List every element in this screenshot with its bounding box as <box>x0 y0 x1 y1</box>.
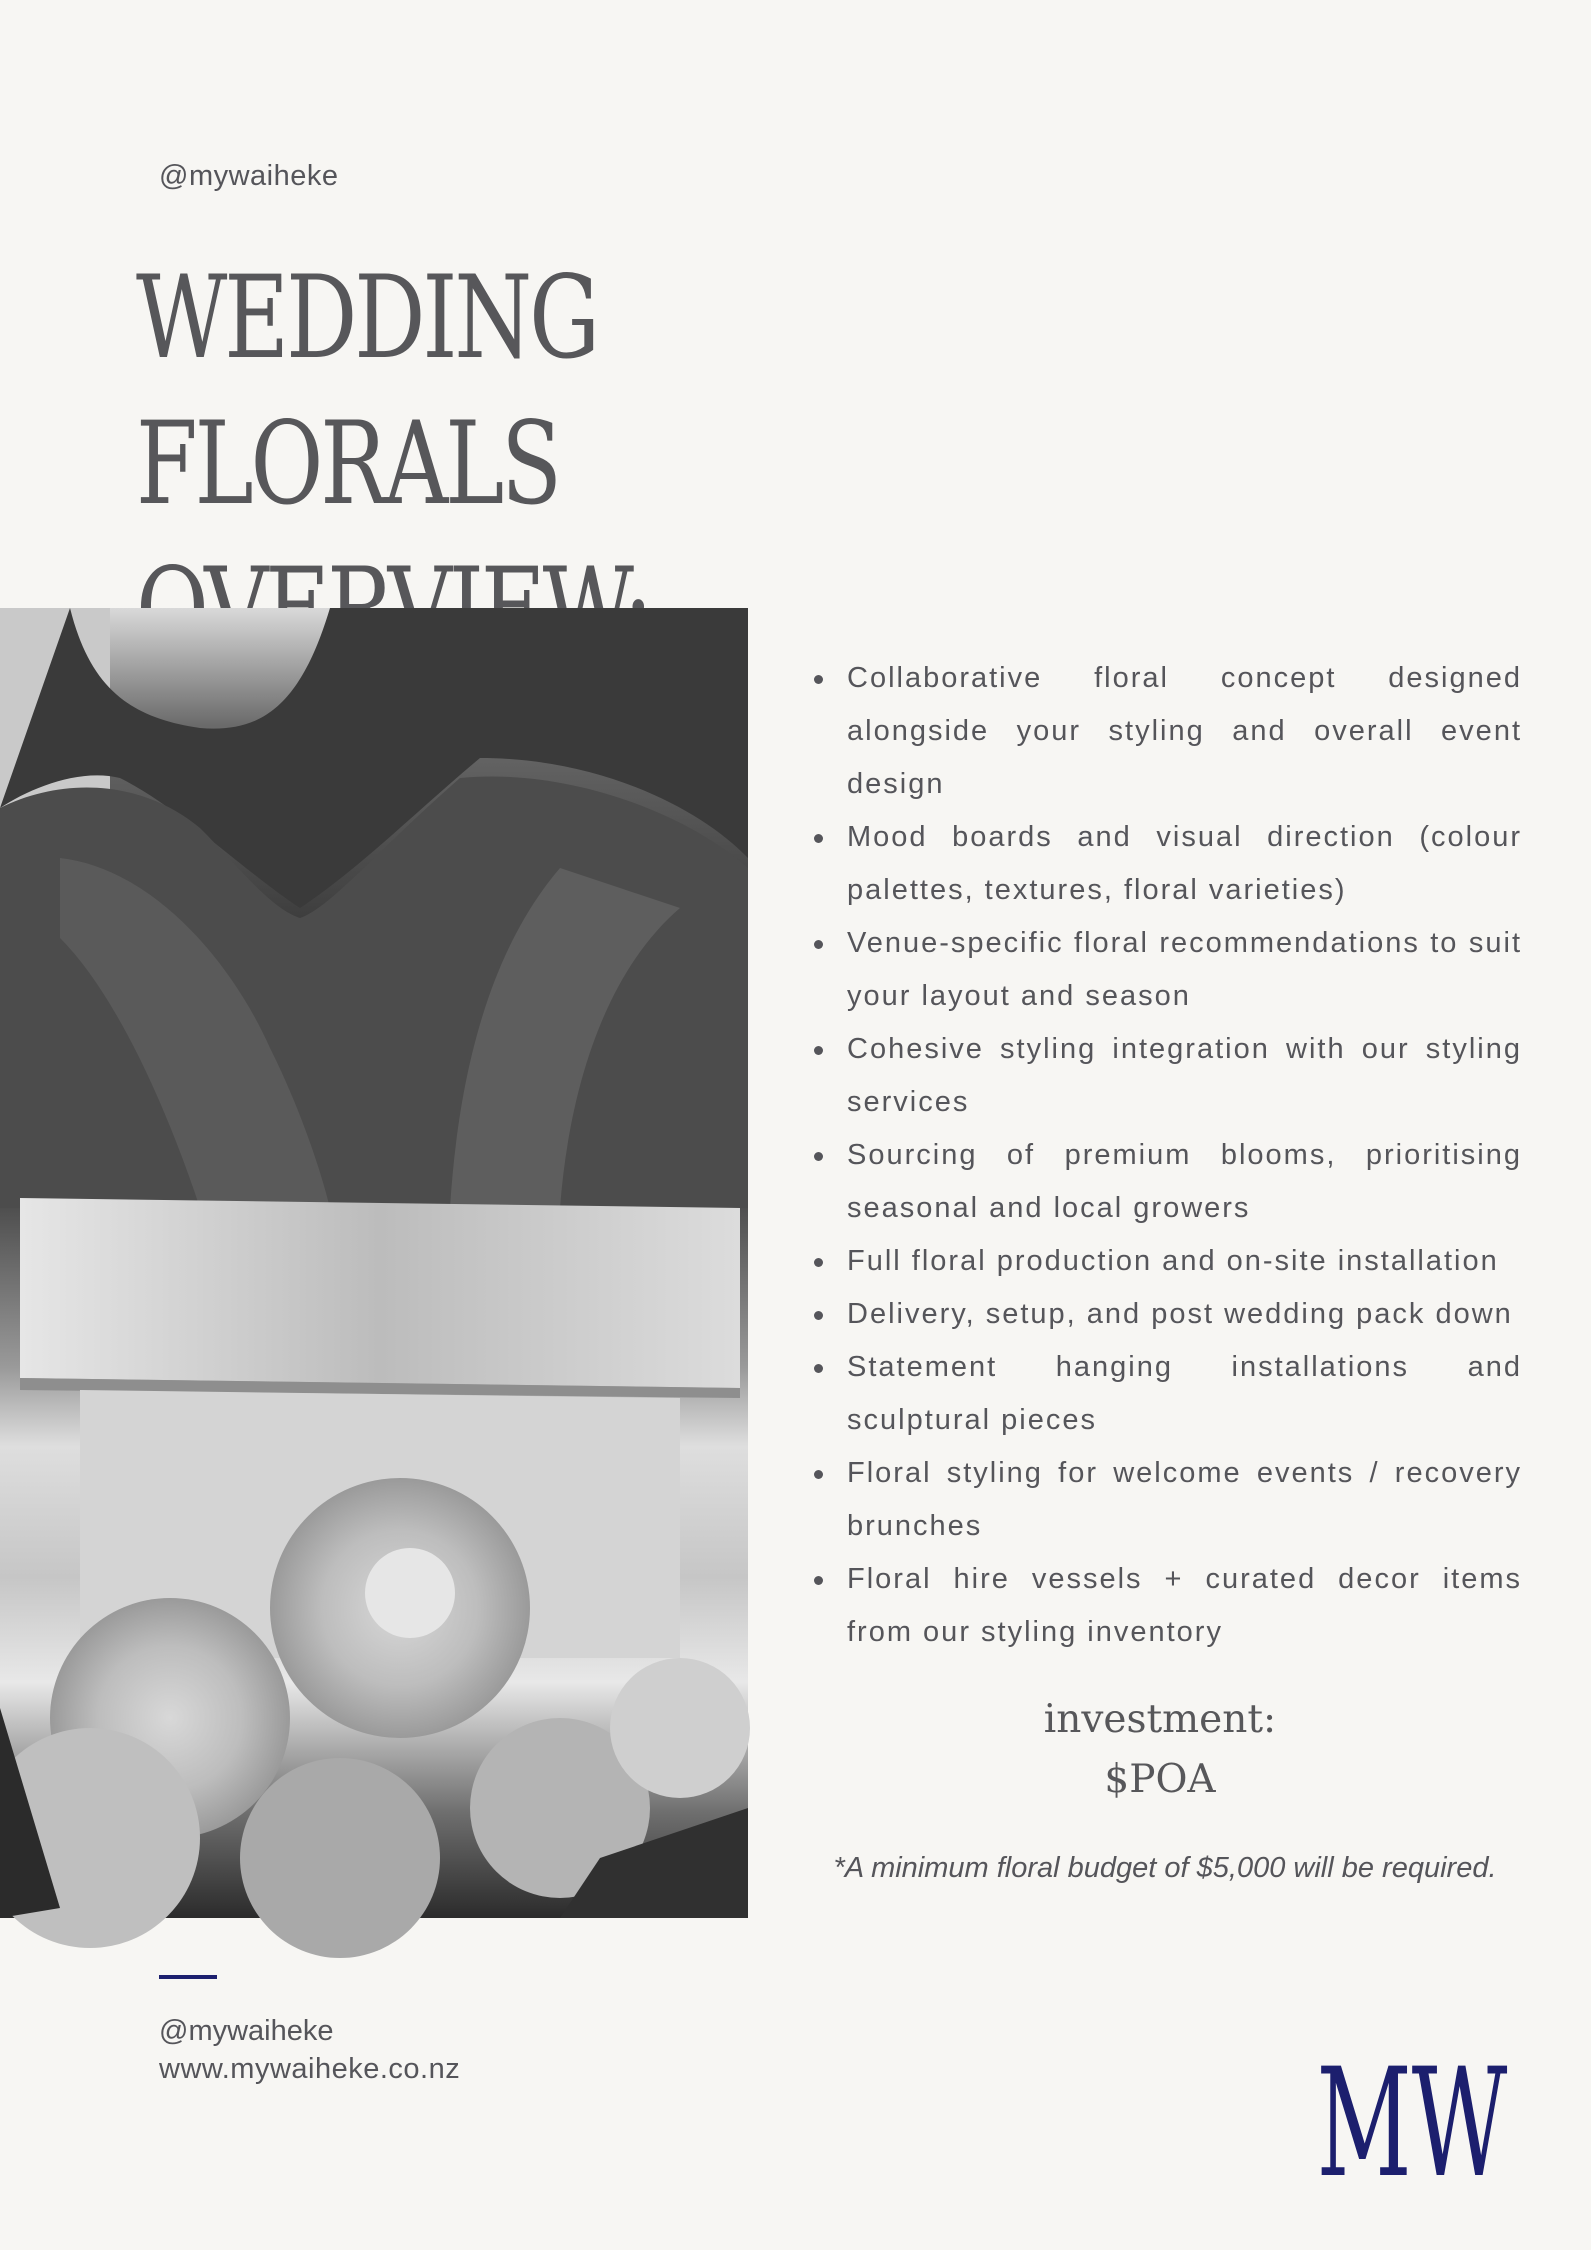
features-list <box>812 652 1522 1659</box>
list-item: Cohesive styling integration with our styling services <box>812 1023 1522 1129</box>
investment-block <box>850 1690 1470 1810</box>
list-item: Full floral production and on-site installation <box>812 1235 1522 1288</box>
list-item: Floral styling for welcome events / recovery brunches <box>812 1447 1522 1553</box>
bride-photo-icon <box>0 608 748 1918</box>
accent-divider <box>159 1975 217 1979</box>
logo-text: MW <box>1316 2036 1508 2212</box>
list-item: Venue-specific floral recommendations to suit your layout and season <box>812 917 1522 1023</box>
list-item: Floral hire vessels + curated decor items from our styling inventory <box>812 1553 1522 1659</box>
investment-label: investment: <box>1043 1697 1277 1742</box>
mw-logo <box>1316 2036 1508 2212</box>
bride-photo <box>0 608 748 1918</box>
list-item: Delivery, setup, and post wedding pack down <box>812 1288 1522 1341</box>
list-item: Statement hanging installations and sculptural pieces <box>812 1341 1522 1447</box>
list-item: Mood boards and visual direction (colour palettes, textures, floral varieties) <box>812 811 1522 917</box>
investment-value: $POA <box>1104 1757 1216 1802</box>
list-item: Sourcing of premium blooms, prioritising seasonal and local growers <box>812 1129 1522 1235</box>
budget-note: *A minimum floral budget of $5,000 will be required. <box>833 1852 1497 1884</box>
title-line-1: WEDDING FLORALS <box>136 251 598 530</box>
footer-url[interactable]: www.mywaiheke.co.nz <box>159 2053 461 2085</box>
list-item: Collaborative floral concept designed alongside your styling and overall event design <box>812 652 1522 811</box>
header-handle: @mywaiheke <box>159 160 339 192</box>
footer-handle: @mywaiheke <box>159 2015 334 2047</box>
